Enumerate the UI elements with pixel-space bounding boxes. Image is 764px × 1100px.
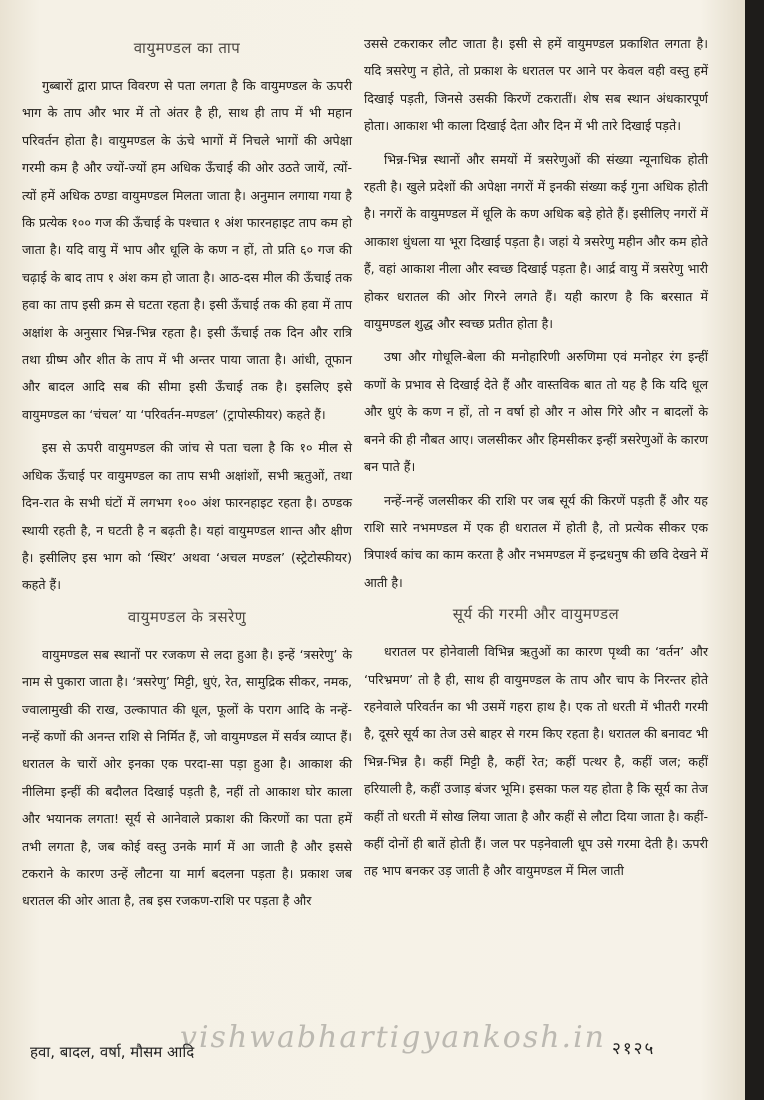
heading-atmosphere-particles: वायुमण्डल के त्रसरेणु xyxy=(127,607,247,626)
paragraph: नन्हें-नन्हें जलसीकर की राशि पर जब सूर्य की किरणें पड़ती हैं और यह राशि सारे नभमण्डल में एक ही धरातल में होती है, तो प्रत्येक सीकर एक त्रिपार्श्व कांच का काम करता है और नभमण्डल में इन्द्रधनुष की छवि देखने में आती है। xyxy=(364,492,708,590)
left-column xyxy=(22,30,352,921)
book-spine-shadow xyxy=(745,0,764,1100)
paragraph: गुब्बारों द्वारा प्राप्त विवरण से पता लगता है कि वायुमण्डल के ऊपरी भाग के ताप और भार में तो अंतर है ही, साथ ही ताप में भी महान परिवर्तन होता है। वायुमण्डल के ऊंचे भागों में निचले भागों की अपेक्षा गरमी कम है और ज्यों-ज्यों हम अधिक ऊँचाई की ओर उठते जायें, त्यों-त्यों हमें अधिक ठण्डा वायुमण्डल मिलता जाता है। अनुमान लगाया गया है कि प्रत्येक १०० गज की ऊँचाई के पश्चात १ अंश फारनहाइट ताप कम हो जाता है। यदि वायु में भाप और धूलि के कण न हों, तो प्रति ६० गज की चढ़ाई के बाद ताप १ अंश कम हो जाता है। आठ-दस मील की ऊँचाई तक हवा का ताप इसी क्रम से घटता रहता है। इसी ऊँचाई तक की हवा में ताप अक्षांश के अनुसार भिन्न-भिन्न रहता है। इसी ऊँचाई तक दिन और रात्रि तथा ग्रीष्म और शीत के ताप में भी अन्तर पाया जाता है। आंधी, तूफान और बादल आदि सब की सीमा इसी ऊँचाई तक है। इसलिए इसे वायुमण्डल का ‘चंचल’ या ‘परिवर्तन-मण्डल’ (ट्रापोस्फीयर) कहते हैं। xyxy=(22,78,352,422)
paragraph: इस से ऊपरी वायुमण्डल की जांच से पता चला है कि १० मील से अधिक ऊँचाई पर वायुमण्डल का ताप सभी अक्षांशों, सभी ऋतुओं, तथा दिन-रात के सभी घंटों में लगभग १०० अंश फारनहाइट रहता है। ठण्डक स्थायी रहती है, न घटती है न बढ़ती है। यहां वायुमण्डल शान्त और क्षीण है। इसीलिए इस भाग को ‘स्थिर’ अथवा ‘अचल मण्डल’ (स्ट्रेटोस्फीयर) कहते हैं। xyxy=(22,440,352,593)
paragraph: भिन्न-भिन्न स्थानों और समयों में त्रसरेणुओं की संख्या न्यूनाधिक होती रहती है। खुले प्रदेशों की अपेक्षा नगरों में इनकी संख्या कई गुना अधिक होती है। नगरों के वायुमण्डल में धूलि के कण अधिक बड़े होते हैं। इसीलिए नगरों में आकाश धुंधला या भूरा दिखाई पड़ता है। जहां ये त्रसरेणु महीन और कम होते हैं, वहां आकाश नीला और स्वच्छ दिखाई पड़ता है। आर्द्र वायु में त्रसरेणु भारी होकर धरातल की ओर गिरने लगते हैं। यही कारण है कि बरसात में वायुमण्डल शुद्ध और स्वच्छ प्रतीत होता है। xyxy=(364,151,708,332)
paragraph: वायुमण्डल सब स्थानों पर रजकण से लदा हुआ है। इन्हें ‘त्रसरेणु’ के नाम से पुकारा जाता है। ‘त्रसरेणु’ मिट्टी, धुएं, रेत, सामुद्रिक सीकर, नमक, ज्वालामुखी की राख, उल्कापात की धूल, फूलों के पराग आदि के नन्हें-नन्हें कणों की अनन्त राशि से निर्मित हैं, जो वायुमण्डल में सर्वत्र व्याप्त हैं। धरातल के चारों ओर इनका एक परदा-सा पड़ा हुआ है। आकाश की नीलिमा इन्हीं की बदौलत दिखाई पड़ती है, नहीं तो आकाश घोर काला और भयानक लगता! सूर्य से आनेवाले प्रकाश की किरणों का पता हमें तभी लगता है, जब कोई वस्तु उनके मार्ग में आ जाती है और इससे टकराने के कारण उन्हें लौटना या मार्ग बदलना पड़ता है। प्रकाश जब धरातल की ओर आता है, तब इस रजकण-राशि पर पड़ता है और xyxy=(22,646,352,909)
paragraph: उषा और गोधूलि-बेला की मनोहारिणी अरुणिमा एवं मनोहर रंग इन्हीं कणों के प्रभाव से दिखाई देते हैं और वास्तविक बात तो यह है कि यदि धूल और धुएं के कण न हों, तो न वर्षा हो और न ओस गिरे और न बादलों के बनने की ही नौबत आए। जलसीकर और हिमसीकर इन्हीं त्रसरेणुओं के कारण बन पाते हैं। xyxy=(364,349,708,475)
footer-section-title: हवा, बादल, वर्षा, मौसम आदि xyxy=(30,1043,195,1061)
right-column xyxy=(364,30,708,891)
heading-atmosphere-temperature: वायुमण्डल का ताप xyxy=(133,39,241,57)
watermark-text: vishwabhartigyankosh.in xyxy=(180,1020,606,1055)
heading-sun-heat: सूर्य की गरमी और वायुमण्डल xyxy=(452,605,620,624)
paragraph: धरातल पर होनेवाली विभिन्न ऋतुओं का कारण पृथ्वी का ‘वर्तन’ और ‘परिभ्रमण’ तो है ही, साथ ही वायुमण्डल के ताप और चाप के निरन्तर होते रहनेवाले परिवर्तन का भी उसमें गहरा हाथ है। एक तो धरती में भीतरी गरमी है, दूसरे सूर्य का तेज उसे बाहर से गरम किए रहता है। धरातल की बनावट भी भिन्न-भिन्न है। कहीं मिट्टी है, कहीं रेत; कहीं पत्थर है, कहीं जल; कहीं हरियाली है, कहीं उजाड़ बंजर भूमि। इसका फल यह होता है कि सूर्य का तेज कहीं तो धरती में सोख लिया जाता है और कहीं से लौटा दिया जाता है। कहीं-कहीं दोनों ही बातें होती हैं। जल पर पड़नेवाली धूप उसे गरमा देती है। ऊपरी तह भाप बनकर उड़ जाती है और वायुमण्डल में मिल जाती xyxy=(364,644,708,879)
page-number: २१२५ xyxy=(612,1039,656,1059)
paragraph: उससे टकराकर लौट जाता है। इसी से हमें वायुमण्डल प्रकाशित लगता है। यदि त्रसरेणु न होते, तो प्रकाश के धरातल पर आने पर केवल वही वस्तु हमें दिखाई पड़ती, जिनसे उसकी किरणें टकरातीं। शेष सब स्थान अंधकारपूर्ण होता। आकाश भी काला दिखाई देता और दिन में भी तारे दिखाई पड़ते। xyxy=(364,36,708,134)
